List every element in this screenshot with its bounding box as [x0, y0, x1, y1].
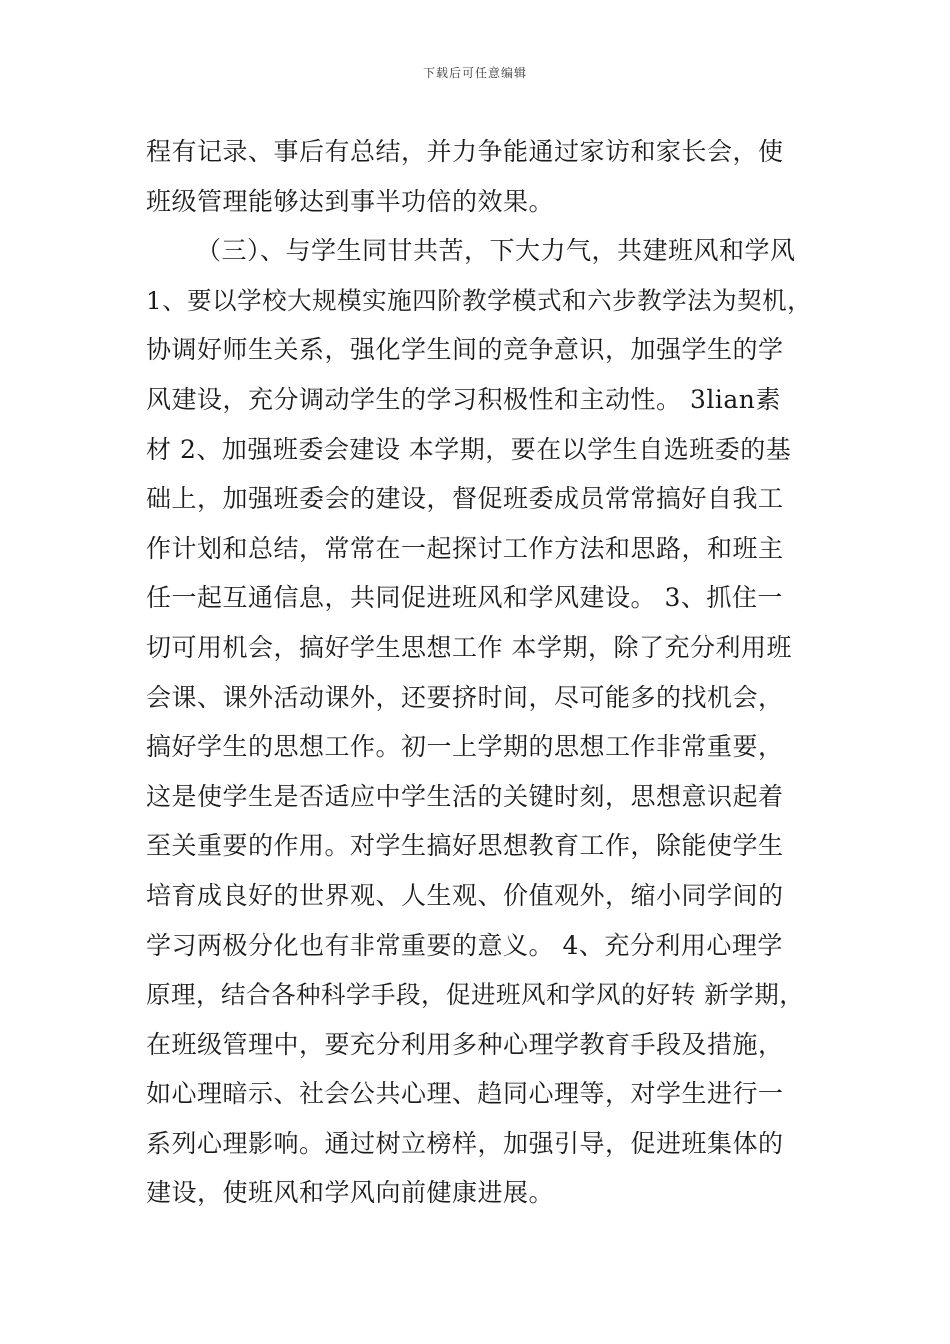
- text-line: 在班级管理中，要充分利用多种心理学教育手段及措施，: [146, 1029, 784, 1059]
- text-line: 础上，加强班委会的建设，督促班委成员常常搞好自我工: [146, 484, 784, 514]
- text-line: 如心理暗示、社会公共心理、趋同心理等，对学生进行一: [146, 1079, 784, 1109]
- text-line: 任一起互通信息，共同促进班风和学风建设。 3、抓住一: [146, 583, 783, 613]
- text-line: 原理，结合各种科学手段，促进班风和学风的好转 新学期，: [146, 980, 805, 1010]
- text-line: 学习两极分化也有非常重要的意义。 4、充分利用心理学: [146, 930, 783, 960]
- text-line: 这是使学生是否适应中学生活的关键时刻，思想意识起着: [146, 781, 784, 811]
- text-line: 至关重要的作用。对学生搞好思想教育工作，除能使学生: [146, 831, 784, 861]
- section-heading: （三）、与学生同甘共苦，下大力气，共建班风和学风: [196, 236, 796, 266]
- text-line: 风建设，充分调动学生的学习积极性和主动性。 3lian素: [146, 384, 781, 414]
- text-line: 培育成良好的世界观、人生观、价值观外，缩小同学间的: [146, 880, 784, 910]
- text-line: 协调好师生关系，强化学生间的竞争意识，加强学生的学: [146, 335, 784, 365]
- body-text: [146, 127, 816, 1218]
- text-line: 切可用机会，搞好学生思想工作 本学期，除了充分利用班: [146, 632, 792, 662]
- text-line: 程有记录、事后有总结，并力争能通过家访和家长会，使: [146, 137, 784, 166]
- page-header: 下载后可任意编辑: [422, 66, 527, 80]
- text-line: 作计划和总结，常常在一起探讨工作方法和思路，和班主: [146, 533, 784, 563]
- text-line: 建设，使班风和学风向前健康进展。: [146, 1178, 555, 1208]
- text-line: 1、要以学校大规模实施四阶教学模式和六步教学法为契机，: [146, 285, 813, 315]
- text-line: 搞好学生的思想工作。初一上学期的思想工作非常重要，: [146, 732, 784, 762]
- text-line: 班级管理能够达到事半功倍的效果。: [146, 186, 555, 216]
- text-line: 材 2、加强班委会建设 本学期，要在以学生自选班委的基: [146, 434, 792, 464]
- text-line: 系列心理影响。通过树立榜样，加强引导，促进班集体的: [146, 1128, 784, 1158]
- text-line: 会课、课外活动课外，还要挤时间，尽可能多的找机会，: [146, 682, 784, 712]
